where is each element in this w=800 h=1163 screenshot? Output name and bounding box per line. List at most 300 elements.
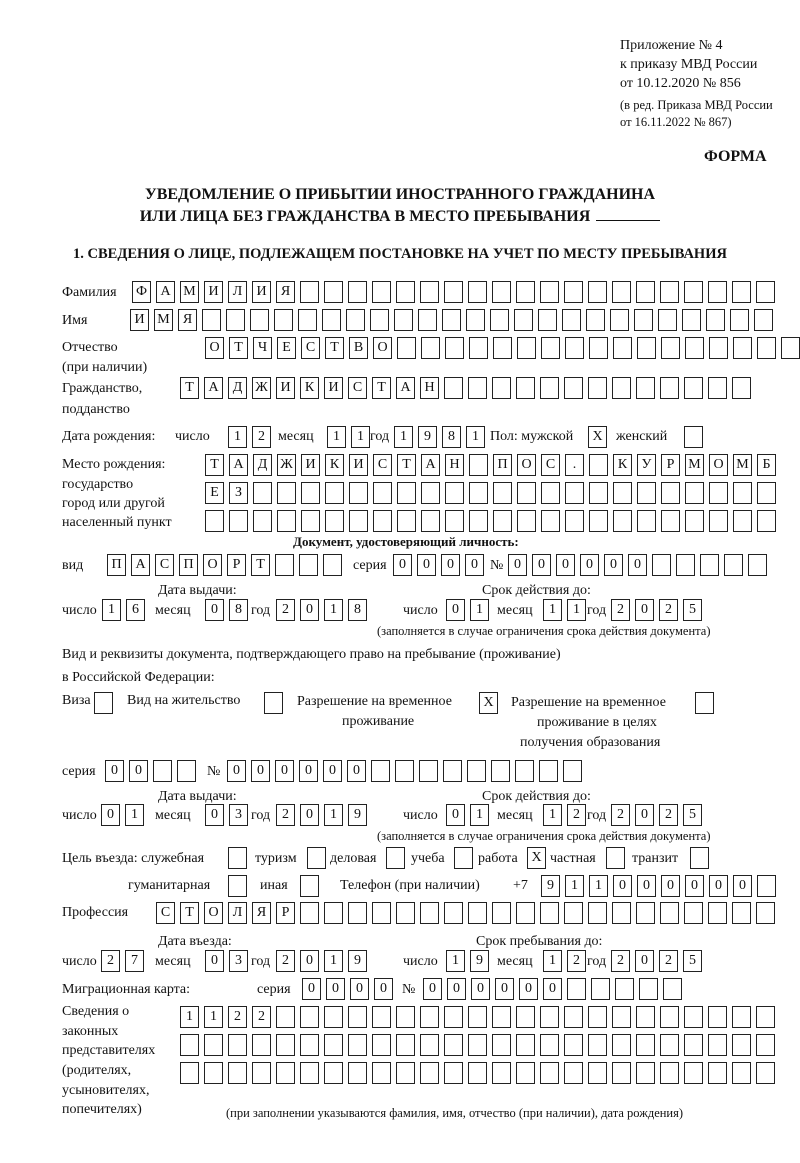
char-box[interactable] (396, 281, 415, 303)
visa-checkbox[interactable] (94, 692, 113, 714)
char-box[interactable] (300, 1062, 319, 1084)
char-box[interactable] (756, 1062, 775, 1084)
char-box[interactable] (180, 1034, 199, 1056)
sex-male-checkbox[interactable]: X (588, 426, 607, 448)
char-box[interactable]: 0 (447, 978, 466, 1000)
char-box[interactable]: М (733, 454, 752, 476)
char-box[interactable]: К (613, 454, 632, 476)
char-box[interactable]: 8 (348, 599, 367, 621)
representatives-field-1[interactable] (180, 1006, 780, 1028)
char-box[interactable] (540, 377, 559, 399)
char-box[interactable]: 1 (125, 804, 144, 826)
char-box[interactable] (253, 482, 272, 504)
char-box[interactable]: 0 (613, 875, 632, 897)
char-box[interactable] (613, 510, 632, 532)
res-series-field[interactable] (105, 760, 201, 782)
char-box[interactable]: Т (325, 337, 344, 359)
char-box[interactable] (324, 1062, 343, 1084)
char-box[interactable] (325, 482, 344, 504)
char-box[interactable] (708, 1034, 727, 1056)
char-box[interactable]: 0 (635, 804, 654, 826)
char-box[interactable] (397, 337, 416, 359)
char-box[interactable]: 0 (556, 554, 575, 576)
char-box[interactable]: 1 (394, 426, 413, 448)
char-box[interactable]: С (373, 454, 392, 476)
char-box[interactable] (153, 760, 172, 782)
char-box[interactable] (588, 1062, 607, 1084)
char-box[interactable]: 1 (589, 875, 608, 897)
char-box[interactable]: 1 (204, 1006, 223, 1028)
char-box[interactable] (588, 281, 607, 303)
char-box[interactable] (660, 281, 679, 303)
char-box[interactable] (444, 377, 463, 399)
birth-place-field-3[interactable] (205, 510, 781, 532)
mc-number-field[interactable] (423, 978, 687, 1000)
res-valid-month-field[interactable] (543, 804, 591, 826)
char-box[interactable] (591, 978, 610, 1000)
char-box[interactable] (445, 482, 464, 504)
char-box[interactable]: О (205, 337, 224, 359)
char-box[interactable]: И (301, 454, 320, 476)
char-box[interactable] (615, 978, 634, 1000)
char-box[interactable] (612, 377, 631, 399)
char-box[interactable]: 0 (532, 554, 551, 576)
char-box[interactable] (757, 482, 776, 504)
char-box[interactable] (756, 281, 775, 303)
char-box[interactable] (348, 1062, 367, 1084)
char-box[interactable]: 1 (567, 599, 586, 621)
char-box[interactable] (732, 902, 751, 924)
char-box[interactable]: Н (420, 377, 439, 399)
char-box[interactable]: Р (661, 454, 680, 476)
char-box[interactable]: 0 (446, 599, 465, 621)
char-box[interactable] (516, 1034, 535, 1056)
char-box[interactable]: 2 (611, 950, 630, 972)
char-box[interactable]: 0 (495, 978, 514, 1000)
char-box[interactable]: У (637, 454, 656, 476)
char-box[interactable] (204, 1034, 223, 1056)
birth-place-field-2[interactable] (205, 482, 781, 504)
char-box[interactable]: П (179, 554, 198, 576)
char-box[interactable]: Ф (132, 281, 151, 303)
char-box[interactable]: Я (178, 309, 197, 331)
char-box[interactable]: 0 (374, 978, 393, 1000)
char-box[interactable]: 5 (683, 950, 702, 972)
char-box[interactable]: Ж (252, 377, 271, 399)
char-box[interactable] (757, 337, 776, 359)
char-box[interactable] (276, 1034, 295, 1056)
char-box[interactable] (467, 760, 486, 782)
char-box[interactable] (660, 902, 679, 924)
char-box[interactable] (660, 1034, 679, 1056)
purpose-business-checkbox[interactable] (386, 847, 405, 869)
char-box[interactable] (682, 309, 701, 331)
char-box[interactable] (202, 309, 221, 331)
char-box[interactable] (733, 337, 752, 359)
char-box[interactable] (372, 902, 391, 924)
char-box[interactable]: 0 (299, 760, 318, 782)
char-box[interactable]: Л (228, 281, 247, 303)
char-box[interactable] (443, 760, 462, 782)
purpose-transit-checkbox[interactable] (690, 847, 709, 869)
char-box[interactable]: 3 (229, 804, 248, 826)
char-box[interactable] (493, 337, 512, 359)
representatives-field-2[interactable] (180, 1034, 780, 1056)
char-box[interactable] (588, 1034, 607, 1056)
char-box[interactable] (540, 1034, 559, 1056)
char-box[interactable] (565, 482, 584, 504)
char-box[interactable]: 0 (300, 950, 319, 972)
char-box[interactable] (756, 1006, 775, 1028)
char-box[interactable] (613, 337, 632, 359)
char-box[interactable] (492, 1034, 511, 1056)
char-box[interactable] (540, 902, 559, 924)
char-box[interactable] (421, 510, 440, 532)
char-box[interactable] (323, 554, 342, 576)
char-box[interactable] (229, 510, 248, 532)
patronymic-field[interactable] (205, 337, 800, 359)
char-box[interactable] (299, 554, 318, 576)
char-box[interactable]: С (301, 337, 320, 359)
char-box[interactable] (493, 482, 512, 504)
char-box[interactable] (516, 281, 535, 303)
char-box[interactable] (301, 510, 320, 532)
char-box[interactable]: 0 (635, 950, 654, 972)
char-box[interactable] (652, 554, 671, 576)
char-box[interactable]: 0 (300, 804, 319, 826)
char-box[interactable]: М (685, 454, 704, 476)
char-box[interactable]: А (396, 377, 415, 399)
char-box[interactable]: В (349, 337, 368, 359)
char-box[interactable]: 2 (276, 950, 295, 972)
char-box[interactable] (442, 309, 461, 331)
id-issue-year-field[interactable] (276, 599, 372, 621)
char-box[interactable]: 0 (519, 978, 538, 1000)
char-box[interactable]: 0 (300, 599, 319, 621)
char-box[interactable] (589, 482, 608, 504)
char-box[interactable] (492, 1006, 511, 1028)
char-box[interactable]: 0 (543, 978, 562, 1000)
char-box[interactable] (684, 377, 703, 399)
char-box[interactable] (444, 281, 463, 303)
mc-series-field[interactable] (302, 978, 398, 1000)
char-box[interactable] (252, 1062, 271, 1084)
char-box[interactable] (514, 309, 533, 331)
char-box[interactable]: Н (445, 454, 464, 476)
char-box[interactable] (724, 554, 743, 576)
char-box[interactable] (685, 510, 704, 532)
char-box[interactable]: К (325, 454, 344, 476)
char-box[interactable]: 0 (508, 554, 527, 576)
char-box[interactable] (322, 309, 341, 331)
char-box[interactable] (468, 1062, 487, 1084)
char-box[interactable]: 0 (685, 875, 704, 897)
char-box[interactable] (748, 554, 767, 576)
char-box[interactable] (396, 902, 415, 924)
char-box[interactable]: 8 (442, 426, 461, 448)
char-box[interactable]: 1 (543, 599, 562, 621)
char-box[interactable] (325, 510, 344, 532)
char-box[interactable] (490, 309, 509, 331)
char-box[interactable]: З (229, 482, 248, 504)
char-box[interactable] (564, 281, 583, 303)
char-box[interactable] (324, 281, 343, 303)
char-box[interactable] (564, 1062, 583, 1084)
char-box[interactable]: 2 (252, 426, 271, 448)
char-box[interactable] (660, 1062, 679, 1084)
char-box[interactable] (658, 309, 677, 331)
char-box[interactable]: 0 (628, 554, 647, 576)
char-box[interactable]: 2 (659, 950, 678, 972)
char-box[interactable] (396, 1062, 415, 1084)
char-box[interactable] (516, 1006, 535, 1028)
id-kind-field[interactable] (107, 554, 347, 576)
char-box[interactable]: 2 (276, 599, 295, 621)
char-box[interactable]: 1 (543, 950, 562, 972)
char-box[interactable]: 0 (580, 554, 599, 576)
char-box[interactable] (492, 902, 511, 924)
res-issue-year-field[interactable] (276, 804, 372, 826)
citizenship-field[interactable] (180, 377, 756, 399)
char-box[interactable] (708, 1062, 727, 1084)
char-box[interactable]: 0 (733, 875, 752, 897)
char-box[interactable] (396, 1034, 415, 1056)
char-box[interactable]: 1 (565, 875, 584, 897)
char-box[interactable] (708, 1006, 727, 1028)
char-box[interactable]: О (373, 337, 392, 359)
char-box[interactable] (300, 1034, 319, 1056)
char-box[interactable]: 5 (683, 599, 702, 621)
char-box[interactable]: 1 (543, 804, 562, 826)
purpose-work-checkbox[interactable]: X (527, 847, 546, 869)
char-box[interactable] (348, 1006, 367, 1028)
char-box[interactable] (661, 337, 680, 359)
char-box[interactable]: 0 (205, 599, 224, 621)
char-box[interactable]: 9 (418, 426, 437, 448)
char-box[interactable] (636, 1062, 655, 1084)
char-box[interactable] (612, 1006, 631, 1028)
res-issue-day-field[interactable] (101, 804, 149, 826)
char-box[interactable] (563, 760, 582, 782)
char-box[interactable] (397, 510, 416, 532)
char-box[interactable] (469, 454, 488, 476)
char-box[interactable]: А (131, 554, 150, 576)
char-box[interactable]: 1 (351, 426, 370, 448)
char-box[interactable]: 8 (229, 599, 248, 621)
char-box[interactable]: О (203, 554, 222, 576)
char-box[interactable] (468, 377, 487, 399)
char-box[interactable]: 2 (567, 804, 586, 826)
char-box[interactable]: И (130, 309, 149, 331)
purpose-private-checkbox[interactable] (606, 847, 625, 869)
char-box[interactable] (564, 1034, 583, 1056)
char-box[interactable] (636, 281, 655, 303)
char-box[interactable]: 0 (205, 804, 224, 826)
char-box[interactable] (539, 760, 558, 782)
id-valid-day-field[interactable] (446, 599, 494, 621)
char-box[interactable] (419, 760, 438, 782)
char-box[interactable]: 0 (323, 760, 342, 782)
char-box[interactable]: 1 (470, 804, 489, 826)
char-box[interactable]: 2 (228, 1006, 247, 1028)
char-box[interactable] (684, 1006, 703, 1028)
char-box[interactable] (466, 309, 485, 331)
char-box[interactable]: 6 (126, 599, 145, 621)
char-box[interactable]: 9 (348, 950, 367, 972)
char-box[interactable] (348, 1034, 367, 1056)
char-box[interactable]: 2 (611, 599, 630, 621)
place-of-stay-blank[interactable] (596, 206, 660, 221)
char-box[interactable]: 2 (611, 804, 630, 826)
char-box[interactable] (493, 510, 512, 532)
char-box[interactable]: А (156, 281, 175, 303)
id-valid-month-field[interactable] (543, 599, 591, 621)
char-box[interactable] (274, 309, 293, 331)
stay-year-field[interactable] (611, 950, 707, 972)
birth-day-field[interactable] (228, 426, 276, 448)
char-box[interactable] (396, 1006, 415, 1028)
char-box[interactable] (564, 377, 583, 399)
char-box[interactable] (418, 309, 437, 331)
char-box[interactable] (732, 1062, 751, 1084)
char-box[interactable] (588, 902, 607, 924)
char-box[interactable] (205, 510, 224, 532)
stay-day-field[interactable] (446, 950, 494, 972)
char-box[interactable] (612, 1034, 631, 1056)
char-box[interactable] (324, 902, 343, 924)
char-box[interactable] (492, 281, 511, 303)
char-box[interactable]: М (154, 309, 173, 331)
char-box[interactable] (348, 902, 367, 924)
char-box[interactable] (469, 510, 488, 532)
char-box[interactable] (300, 1006, 319, 1028)
char-box[interactable] (468, 902, 487, 924)
char-box[interactable]: Т (229, 337, 248, 359)
char-box[interactable] (444, 1034, 463, 1056)
char-box[interactable] (517, 337, 536, 359)
char-box[interactable]: О (709, 454, 728, 476)
char-box[interactable] (371, 760, 390, 782)
char-box[interactable] (636, 902, 655, 924)
char-box[interactable] (324, 1006, 343, 1028)
char-box[interactable] (612, 902, 631, 924)
char-box[interactable] (491, 760, 510, 782)
char-box[interactable]: И (349, 454, 368, 476)
char-box[interactable] (372, 281, 391, 303)
char-box[interactable] (276, 1006, 295, 1028)
char-box[interactable]: Б (757, 454, 776, 476)
char-box[interactable] (733, 510, 752, 532)
char-box[interactable]: 1 (228, 426, 247, 448)
char-box[interactable] (516, 377, 535, 399)
char-box[interactable] (395, 760, 414, 782)
char-box[interactable]: 2 (659, 599, 678, 621)
char-box[interactable]: 0 (347, 760, 366, 782)
char-box[interactable]: И (252, 281, 271, 303)
char-box[interactable]: 1 (324, 950, 343, 972)
char-box[interactable]: С (155, 554, 174, 576)
char-box[interactable] (372, 1062, 391, 1084)
char-box[interactable] (588, 1006, 607, 1028)
char-box[interactable]: 0 (471, 978, 490, 1000)
char-box[interactable] (372, 1006, 391, 1028)
char-box[interactable] (589, 337, 608, 359)
char-box[interactable] (468, 281, 487, 303)
char-box[interactable] (756, 902, 775, 924)
char-box[interactable]: 0 (205, 950, 224, 972)
char-box[interactable] (349, 482, 368, 504)
char-box[interactable] (709, 510, 728, 532)
char-box[interactable]: 2 (659, 804, 678, 826)
char-box[interactable] (469, 482, 488, 504)
char-box[interactable]: И (276, 377, 295, 399)
char-box[interactable] (348, 281, 367, 303)
char-box[interactable] (177, 760, 196, 782)
char-box[interactable] (564, 902, 583, 924)
char-box[interactable] (588, 377, 607, 399)
char-box[interactable] (300, 902, 319, 924)
char-box[interactable] (586, 309, 605, 331)
char-box[interactable] (517, 482, 536, 504)
char-box[interactable]: 2 (276, 804, 295, 826)
char-box[interactable]: 0 (417, 554, 436, 576)
char-box[interactable] (397, 482, 416, 504)
char-box[interactable] (372, 1034, 391, 1056)
char-box[interactable] (612, 281, 631, 303)
char-box[interactable]: 1 (324, 599, 343, 621)
char-box[interactable]: 0 (350, 978, 369, 1000)
representatives-field-3[interactable] (180, 1062, 780, 1084)
char-box[interactable] (420, 1006, 439, 1028)
char-box[interactable] (637, 510, 656, 532)
char-box[interactable] (541, 337, 560, 359)
char-box[interactable]: П (493, 454, 512, 476)
char-box[interactable]: 0 (709, 875, 728, 897)
temp-residence-checkbox[interactable]: X (479, 692, 498, 714)
char-box[interactable] (660, 1006, 679, 1028)
char-box[interactable]: Л (228, 902, 247, 924)
entry-month-field[interactable] (205, 950, 253, 972)
char-box[interactable] (756, 1034, 775, 1056)
char-box[interactable] (444, 1006, 463, 1028)
char-box[interactable] (540, 1062, 559, 1084)
char-box[interactable] (394, 309, 413, 331)
char-box[interactable] (757, 510, 776, 532)
char-box[interactable] (565, 510, 584, 532)
char-box[interactable]: Я (276, 281, 295, 303)
char-box[interactable] (708, 377, 727, 399)
char-box[interactable]: 0 (441, 554, 460, 576)
char-box[interactable] (730, 309, 749, 331)
char-box[interactable] (757, 875, 776, 897)
char-box[interactable] (709, 337, 728, 359)
birth-month-field[interactable] (327, 426, 375, 448)
char-box[interactable] (637, 482, 656, 504)
char-box[interactable] (685, 337, 704, 359)
char-box[interactable]: 2 (101, 950, 120, 972)
char-box[interactable]: С (541, 454, 560, 476)
char-box[interactable] (420, 281, 439, 303)
id-valid-year-field[interactable] (611, 599, 707, 621)
char-box[interactable] (277, 482, 296, 504)
res-issue-month-field[interactable] (205, 804, 253, 826)
char-box[interactable] (589, 510, 608, 532)
char-box[interactable]: 0 (465, 554, 484, 576)
char-box[interactable] (732, 377, 751, 399)
char-box[interactable] (444, 1062, 463, 1084)
char-box[interactable] (684, 1034, 703, 1056)
char-box[interactable] (540, 1006, 559, 1028)
